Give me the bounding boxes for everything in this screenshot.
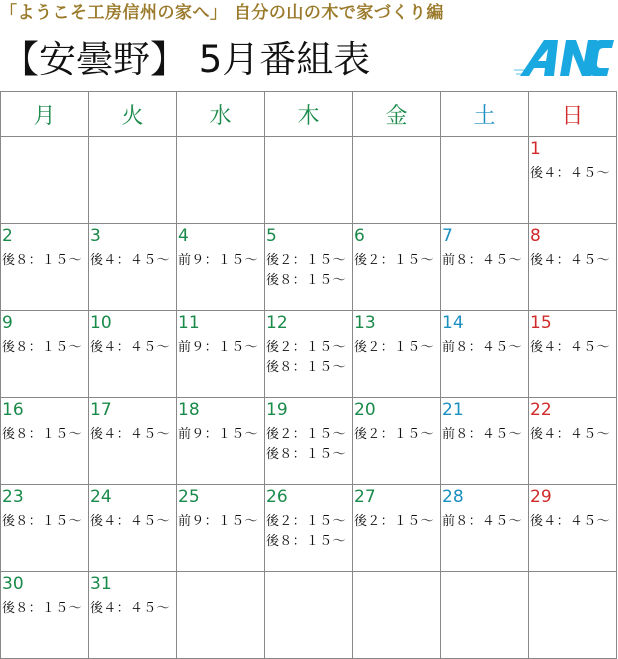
day-number: 6 [354,226,365,246]
broadcast-times [1,508,88,532]
broadcast-time: 前９：１５～ [178,253,258,268]
day-cell [177,311,265,398]
broadcast-times [177,334,264,358]
broadcast-times [89,421,176,445]
broadcast-times [441,508,528,532]
day-cell [265,485,353,572]
day-cell [89,311,177,398]
day-cell [441,398,529,485]
broadcast-times [529,334,616,358]
day-cell [353,398,441,485]
day-cell [529,137,617,224]
day-number: 19 [266,400,288,420]
broadcast-time: 後２：１５～ [354,253,434,268]
day-cell [353,311,441,398]
broadcast-time: 前８：４５～ [442,514,522,529]
weekday-header: 金 [353,92,441,137]
broadcast-times [441,421,528,445]
broadcast-time: 後４：４５～ [90,514,170,529]
day-cell [441,485,529,572]
broadcast-time: 後２：１５～ [354,340,434,355]
day-number: 14 [442,313,464,333]
broadcast-times [441,334,528,358]
broadcast-times [265,334,352,378]
anc-logo [514,36,616,80]
empty-cell [265,572,353,659]
schedule-calendar [0,91,617,659]
broadcast-time: 後８：１５～ [266,273,346,288]
day-cell [441,224,529,311]
day-number: 15 [530,313,552,333]
day-cell [529,311,617,398]
day-cell [89,224,177,311]
day-cell [1,398,89,485]
weekday-header: 月 [1,92,89,137]
broadcast-times [89,334,176,358]
broadcast-times [529,421,616,445]
broadcast-times [177,247,264,271]
broadcast-times [265,421,352,465]
broadcast-time: 後８：１５～ [2,427,82,442]
broadcast-time: 後４：４５～ [530,514,610,529]
day-cell [529,485,617,572]
day-number: 23 [2,487,24,507]
broadcast-time: 後４：４５～ [530,166,610,181]
empty-cell [177,572,265,659]
day-number: 3 [90,226,101,246]
broadcast-time: 後２：１５～ [266,514,346,529]
broadcast-time: 後４：４５～ [530,340,610,355]
broadcast-time: 前８：４５～ [442,427,522,442]
day-number: 13 [354,313,376,333]
broadcast-time: 前８：４５～ [442,253,522,268]
day-cell [1,224,89,311]
empty-cell [529,572,617,659]
broadcast-time: 前９：１５～ [178,340,258,355]
day-number: 21 [442,400,464,420]
broadcast-times [441,247,528,271]
day-number: 7 [442,226,453,246]
weekday-header-row [1,92,617,137]
day-cell [177,485,265,572]
day-number: 2 [2,226,13,246]
broadcast-times [265,508,352,552]
broadcast-time: 後２：１５～ [266,427,346,442]
weekday-header: 火 [89,92,177,137]
broadcast-times [1,334,88,358]
broadcast-time: 前９：１５～ [178,514,258,529]
day-number: 17 [90,400,112,420]
empty-cell [1,137,89,224]
day-number: 26 [266,487,288,507]
day-number: 27 [354,487,376,507]
broadcast-times [529,160,616,184]
broadcast-time: 後８：１５～ [266,534,346,549]
weekday-header: 木 [265,92,353,137]
day-number: 10 [90,313,112,333]
day-number: 25 [178,487,200,507]
broadcast-time: 後２：１５～ [266,253,346,268]
page-title: 【安曇野】 5月番組表 [2,38,371,81]
broadcast-time: 前８：４５～ [442,340,522,355]
week-row [1,137,617,224]
empty-cell [177,137,265,224]
empty-cell [353,572,441,659]
day-cell [89,485,177,572]
broadcast-time: 後４：４５～ [90,601,170,616]
broadcast-times [1,595,88,619]
broadcast-time: 後２：１５～ [266,340,346,355]
day-number: 22 [530,400,552,420]
broadcast-time: 後８：１５～ [266,447,346,462]
day-cell [1,572,89,659]
day-number: 9 [2,313,13,333]
day-cell [265,398,353,485]
day-cell [265,224,353,311]
day-cell [265,311,353,398]
broadcast-times [353,247,440,271]
broadcast-times [529,247,616,271]
day-number: 24 [90,487,112,507]
broadcast-times [529,508,616,532]
week-row [1,485,617,572]
empty-cell [265,137,353,224]
day-cell [1,485,89,572]
day-cell [89,398,177,485]
week-row [1,224,617,311]
broadcast-times [89,508,176,532]
day-number: 20 [354,400,376,420]
empty-cell [353,137,441,224]
broadcast-time: 前９：１５～ [178,427,258,442]
broadcast-times [265,247,352,291]
broadcast-time: 後４：４５～ [530,427,610,442]
day-number: 12 [266,313,288,333]
broadcast-times [89,247,176,271]
day-number: 30 [2,574,24,594]
broadcast-times [1,247,88,271]
day-number: 4 [178,226,189,246]
broadcast-times [353,508,440,532]
day-number: 5 [266,226,277,246]
broadcast-times [177,421,264,445]
broadcast-times [89,595,176,619]
day-cell [177,398,265,485]
empty-cell [89,137,177,224]
day-cell [1,311,89,398]
day-number: 1 [530,139,541,159]
day-cell [353,224,441,311]
broadcast-time: 後２：１５～ [354,514,434,529]
broadcast-times [353,421,440,445]
weekday-header: 日 [529,92,617,137]
day-number: 11 [178,313,200,333]
empty-cell [441,572,529,659]
weekday-header: 水 [177,92,265,137]
broadcast-times [353,334,440,358]
day-number: 18 [178,400,200,420]
day-cell [89,572,177,659]
weekday-header: 土 [441,92,529,137]
broadcast-time: 後４：４５～ [90,253,170,268]
day-cell [177,224,265,311]
day-number: 29 [530,487,552,507]
broadcast-time: 後８：１５～ [2,253,82,268]
week-row [1,398,617,485]
broadcast-time: 後２：１５～ [354,427,434,442]
broadcast-times [177,508,264,532]
page-subtitle: 「ようこそ工房信州の家へ」 自分の山の木で家づくり編 [0,3,444,23]
broadcast-time: 後８：１５～ [2,601,82,616]
day-number: 31 [90,574,112,594]
broadcast-time: 後８：１５～ [2,340,82,355]
day-number: 16 [2,400,24,420]
broadcast-times [1,421,88,445]
day-cell [529,224,617,311]
broadcast-time: 後４：４５～ [530,253,610,268]
day-number: 28 [442,487,464,507]
broadcast-time: 後４：４５～ [90,427,170,442]
day-cell [353,485,441,572]
empty-cell [441,137,529,224]
broadcast-time: 後８：１５～ [266,360,346,375]
week-row [1,311,617,398]
broadcast-time: 後８：１５～ [2,514,82,529]
broadcast-time: 後４：４５～ [90,340,170,355]
week-row [1,572,617,659]
day-cell [441,311,529,398]
day-number: 8 [530,226,541,246]
day-cell [529,398,617,485]
